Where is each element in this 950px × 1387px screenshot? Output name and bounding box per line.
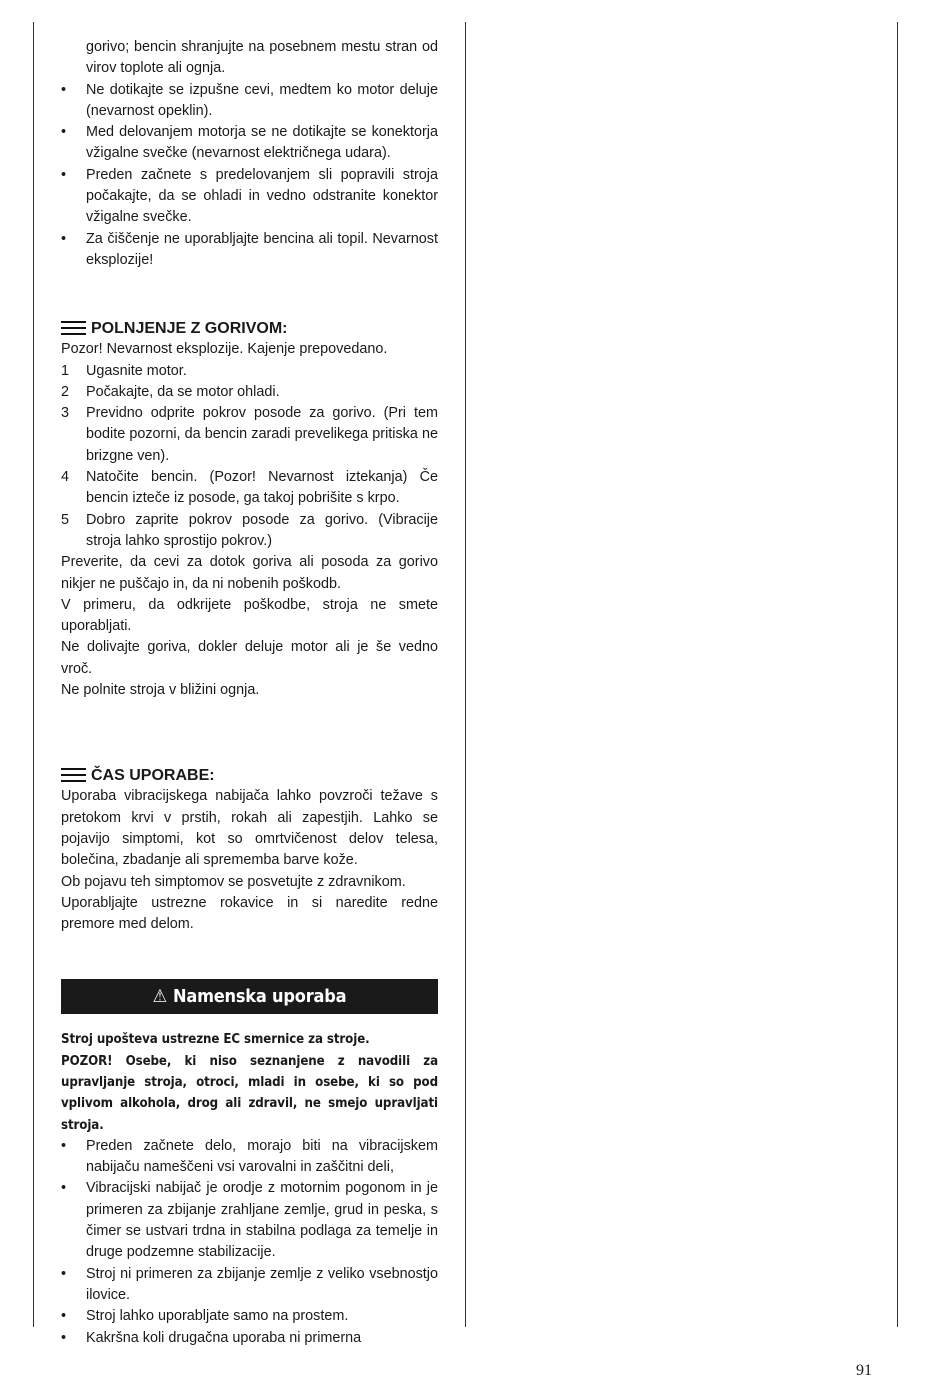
list-marker: • xyxy=(61,230,67,247)
bold-warning: POZOR! Osebe, ki niso seznanjene z navodili za upravljanje stroja, otroci, mladi in osebe, ki so pod vplivom alkohola, drog ali zdravil, ne smejo upravljati stroja. xyxy=(61,1053,438,1133)
page-number: 91 xyxy=(856,1362,872,1379)
list-item xyxy=(61,361,438,382)
left-text-column xyxy=(61,37,438,1349)
list-item xyxy=(61,165,438,229)
bold-notice: Stroj upošteva ustrezne EC smernice za stroje. xyxy=(61,1032,370,1048)
list-marker: • xyxy=(61,1180,67,1197)
list-marker: • xyxy=(61,166,67,183)
menu-lines-icon xyxy=(61,768,86,783)
list-item xyxy=(61,1178,438,1263)
list-item-text: Med delovanjem motorja se ne dotikajte se konektorja vžigalne svečke (nevarnost električnega udara). xyxy=(86,124,438,162)
banner-title: Namenska uporaba xyxy=(173,986,347,1008)
step-text: Previdno odprite pokrov posode za gorivo. (Pri tem bodite pozorni, da bencin zaradi prevelikega pritiska ne brizgne ven). xyxy=(86,405,438,464)
section-title: ČAS UPORABE: xyxy=(91,767,215,785)
step-number: 1 xyxy=(61,362,70,379)
intro-list xyxy=(61,37,438,271)
fuel-warning-text: Pozor! Nevarnost eksplozije. Kajenje prepovedano. xyxy=(61,341,388,358)
warning-triangle-icon: ⚠ xyxy=(152,986,167,1008)
section-title: POLNJENJE Z GORIVOM: xyxy=(91,320,288,338)
step-text: Počakajte, da se motor ohladi. xyxy=(86,383,280,400)
step-text: Dobro zaprite pokrov posode za gorivo. (Vibracije stroja lahko sprostijo pokrov.) xyxy=(86,511,438,549)
intended-use-list xyxy=(61,1136,438,1349)
list-item-text: Stroj ni primeren za zbijanje zemlje z veliko vsebnostjo ilovice. xyxy=(86,1265,438,1303)
list-item xyxy=(61,229,438,272)
list-item-text: Ne dotikajte se izpušne cevi, medtem ko motor deluje (nevarnost opeklin). xyxy=(86,81,438,119)
step-number: 2 xyxy=(61,383,70,400)
list-item-text: gorivo; bencin shranjujte na posebnem mestu stran od virov toplote ali ognja. xyxy=(86,39,438,77)
list-item xyxy=(61,403,438,467)
intended-use-banner xyxy=(61,979,438,1014)
list-item-text: Kakršna koli drugačna uporaba ni primerna xyxy=(86,1329,362,1346)
step-text: Natočite bencin. (Pozor! Nevarnost iztekanja) Če bencin izteče iz posode, ga takoj pobrišite s krpo. xyxy=(86,469,438,507)
step-number: 3 xyxy=(61,405,70,422)
right-margin-rule xyxy=(897,22,898,1327)
list-item xyxy=(61,1328,438,1349)
menu-lines-icon xyxy=(61,321,86,336)
list-item-text: Vibracijski nabijač je orodje z motornim pogonom in je primeren za zbijanje zrahljane zemlje, grud in peska, s čimer se ustvari trdna in stabilna podlaga za temelje in druge podzemne stabilizacije. xyxy=(86,1180,438,1261)
list-marker: • xyxy=(61,1308,67,1325)
list-item xyxy=(61,1306,438,1327)
list-item xyxy=(61,1136,438,1179)
column-divider-rule xyxy=(465,22,466,1327)
list-item-text: Za čiščenje ne uporabljajte bencina ali topil. Nevarnost eksplozije! xyxy=(86,230,438,268)
list-item xyxy=(61,382,438,403)
list-marker: • xyxy=(61,1137,67,1154)
list-marker: • xyxy=(61,1329,67,1346)
fuel-steps-list xyxy=(61,361,438,553)
list-marker: • xyxy=(61,1265,67,1282)
paragraph: Uporabljajte ustrezne rokavice in si naredite redne premore med delom. xyxy=(61,894,438,933)
list-item-text: Preden začnete s predelovanjem sli popravili stroja počakajte, da se ohladi in vedno odstranite konektor vžigalne svečke. xyxy=(86,166,438,226)
list-item xyxy=(61,467,438,510)
paragraph: Ne dolivajte goriva, dokler deluje motor ali je še vedno vroč. xyxy=(61,639,438,677)
step-number: 4 xyxy=(61,469,70,486)
list-item-text: Stroj lahko uporabljate samo na prostem. xyxy=(86,1308,349,1325)
list-item xyxy=(61,122,438,165)
left-margin-rule xyxy=(33,22,34,1327)
paragraph: Preverite, da cevi za dotok goriva ali posoda za gorivo nikjer ne puščajo in, da ni nobenih poškodb. xyxy=(61,554,438,592)
list-item xyxy=(61,1264,438,1307)
paragraph: Uporaba vibracijskega nabijača lahko povzroči težave s pretokom krvi v prstih, rokah ali zapestjih. Lahko se pojavijo simptomi, kot so omrtvičenost delov telesa, bolečina, zbadanje ali sprememba barve kože. xyxy=(61,788,438,869)
list-item-text: Preden začnete delo, morajo biti na vibracijskem nabijaču nameščeni vsi varovalni in zaščitni deli, xyxy=(86,1137,438,1176)
step-text: Ugasnite motor. xyxy=(86,362,187,379)
list-marker: • xyxy=(61,81,67,98)
list-item xyxy=(61,510,438,553)
list-item xyxy=(61,37,438,80)
list-item xyxy=(61,80,438,123)
paragraph: Ob pojavu teh simptomov se posvetujte z zdravnikom. xyxy=(61,873,406,890)
section-heading-usage-time xyxy=(61,765,438,786)
section-heading-fuel xyxy=(61,318,438,339)
paragraph: V primeru, da odkrijete poškodbe, stroja ne smete uporabljati. xyxy=(61,596,438,635)
list-marker: • xyxy=(61,124,67,141)
step-number: 5 xyxy=(61,511,70,528)
paragraph: Ne polnite stroja v bližini ognja. xyxy=(61,682,260,699)
